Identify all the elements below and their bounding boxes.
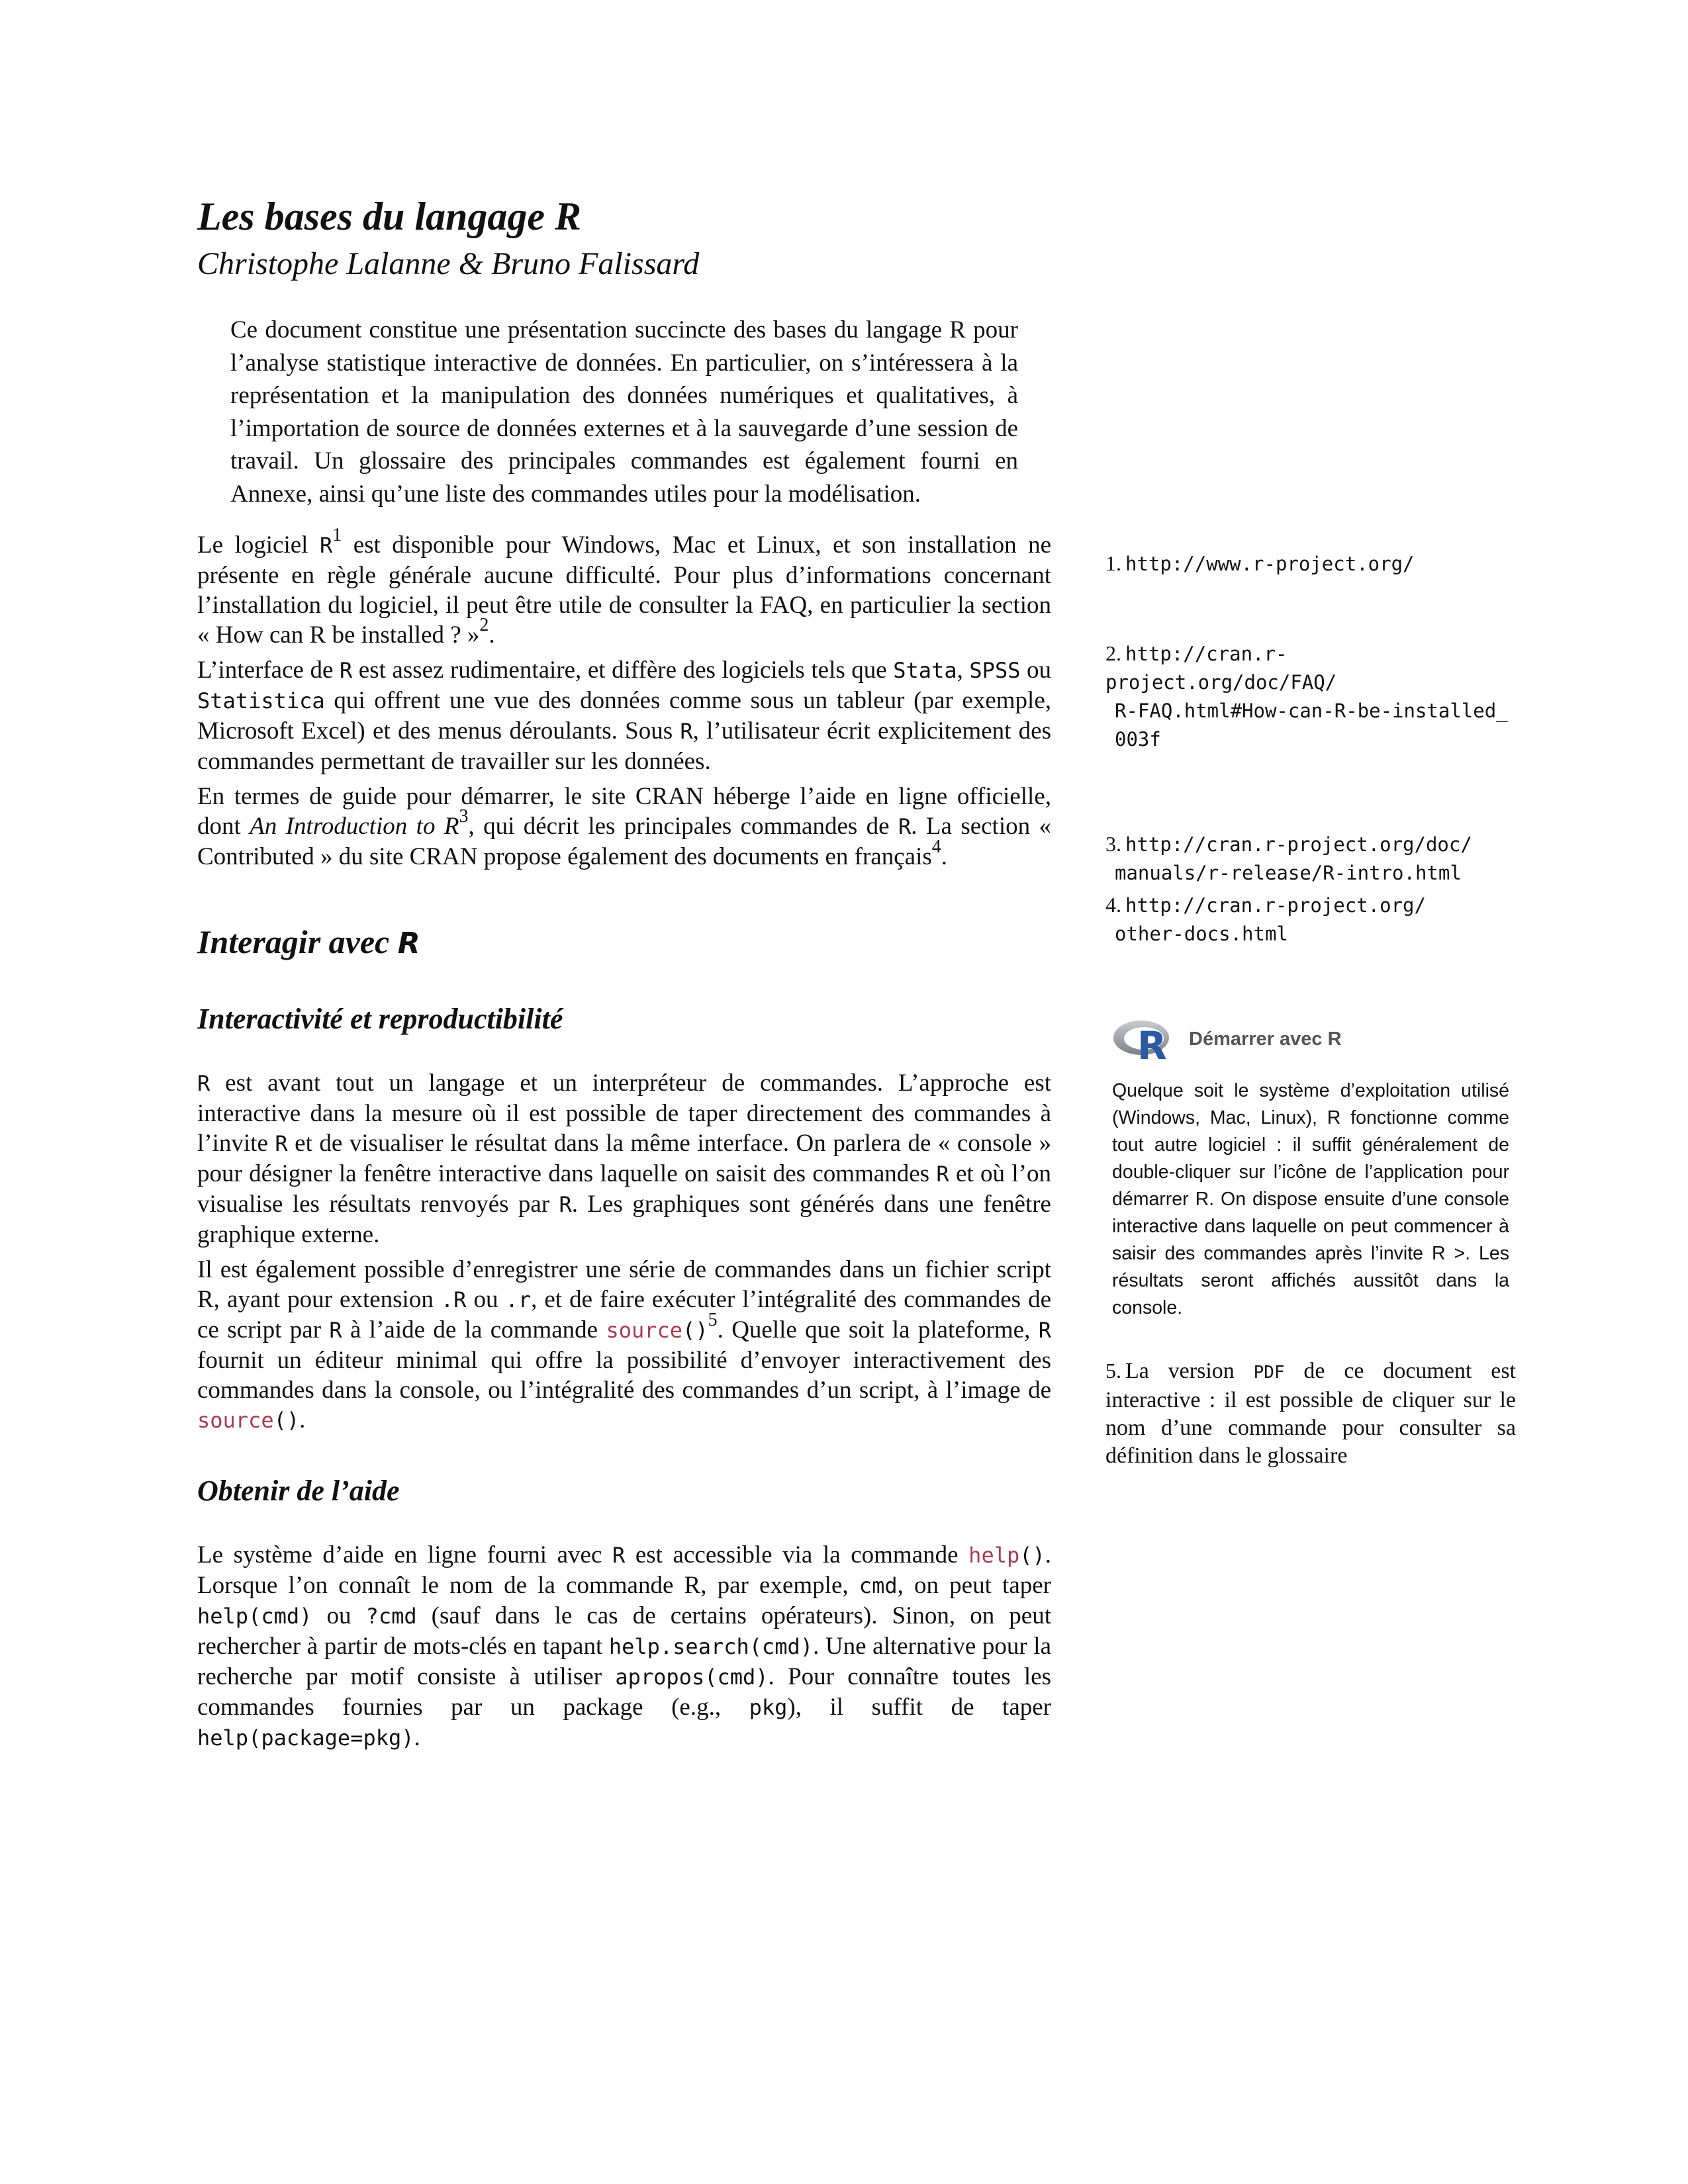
margin-note-4-url-line-2[interactable]: other-docs.html <box>1115 923 1288 945</box>
help-command-link[interactable]: help <box>968 1543 1020 1568</box>
r-logo-icon <box>1112 1015 1173 1063</box>
main-column <box>197 192 1051 1758</box>
source-command-link-2[interactable]: source <box>197 1408 274 1433</box>
margin-note-3-url-line-1[interactable]: http://cran.r-project.org/doc/ <box>1125 833 1472 856</box>
margin-note-2-url-line-2[interactable]: R-FAQ.html#How-can-R-be-installed_ <box>1115 700 1508 722</box>
abstract: Ce document constitue une présentation succincte des bases du langage R pour l’analyse statistique interactive de données. En particulier, on s’intéressera à la représentation et la manipulation des données numériques et qualitatives, à l’importation de source de données externes et à la sauvegarde d’une session de travail. Un glossaire des principales commandes est également fourni en Annexe, ainsi qu’une liste des commandes utiles pour la modélisation. <box>230 316 1018 508</box>
intro-paragraph-3: En termes de guide pour démarrer, le site CRAN héberge l’aide en ligne officielle, dont An Introduction to R$^3$, qui décrit les principales commandes de R. La section « Contributed » du site CRAN propose également des documents en français$^4$. <box>197 783 1052 870</box>
intro-paragraph-2: L’interface de R est assez rudimentaire, et diffère des logiciels tels que Stata, SPSS ou Statistica qui offrent une vue des données comme sous un tableur (par exemple, Microsoft Excel) et des menus déroulants. Sous R, l’utilisateur écrit explicitement des commandes permettant de travailler sur les données. <box>197 657 1052 775</box>
margin-note-3: 3. http://cran.r-project.org/doc/ manuals/r-release/R-intro.html <box>1105 832 1472 884</box>
source-command-link[interactable]: source <box>606 1318 683 1343</box>
margin-note-4-url-line-1[interactable]: http://cran.r-project.org/ <box>1125 894 1426 917</box>
footnote-ref-3[interactable]: 3 <box>459 806 469 827</box>
margin-note-5: 5. La version PDF de ce document est interactive : il est possible de cliquer sur le nom d’une commande pour consulter sa définition dans le glossaire <box>1105 1359 1516 1468</box>
aide-section <box>197 1540 1051 1753</box>
margin-note-1: 1. http://www.r-project.org/ <box>1105 551 1415 575</box>
margin-note-1-url[interactable]: http://www.r-project.org/ <box>1125 553 1415 575</box>
interactivite-paragraph-2: Il est également possible d’enregistrer une série de commandes dans un fichier script R, ayant pour extension .R ou .r, et de faire exécuter l’intégralité des commandes de ce script par R à l’aide de la commande source()$^5$. Quelle que soit la plateforme, R fournit un éditeur minimal qui offre la possibilité d’envoyer interactivement des commandes dans la console, ou l’intégralité des commandes d’un script, à l’image de source(). <box>197 1256 1051 1433</box>
footnote-ref-4[interactable]: 4 <box>931 837 941 857</box>
authors: Christophe Lalanne & Bruno Falissard <box>197 246 700 281</box>
page-title: Les bases du langage R <box>197 195 582 238</box>
margin-note-2: 2. http://cran.r-project.org/doc/FAQ/ R-FAQ.html#How-can-R-be-installed_ 003f <box>1105 641 1508 751</box>
subsection-heading-interactivite: Interactivité et reproductibilité <box>197 1003 563 1035</box>
interactivite-section <box>197 1068 1051 1435</box>
sidebar-box-header <box>1112 1013 1509 1066</box>
aide-paragraph-1: Le système d’aide en ligne fourni avec R est accessible via la commande help(). Lorsque l’on connaît le nom de la commande R, par exemple, cmd, on peut taper help(cmd) ou ?cmd (sauf dans le cas de certains opérateurs). Sinon, on peut rechercher à partir de mots-clés en tapant help.search(cmd). Une alternative pour la recherche par motif consiste à utiliser apropos(cmd). Pour connaître toutes les commandes fournies par un package (e.g., pkg), il suffit de taper help(package=pkg). <box>197 1541 1052 1751</box>
section-heading-interagir: Interagir avec R <box>197 923 420 960</box>
sidebar-box <box>1112 1013 1509 1322</box>
footnote-ref-1[interactable]: 1 <box>332 525 342 545</box>
margin-note-2-url-line-3[interactable]: 003f <box>1115 728 1161 751</box>
margin-note-2-url-line-1[interactable]: http://cran.r-project.org/doc/FAQ/ <box>1105 643 1337 694</box>
sidebar-box-title: Démarrer avec R <box>1189 1028 1342 1050</box>
margin-note-4: 4. http://cran.r-project.org/ other-docs.html <box>1105 893 1426 945</box>
sidebar-box-text: Quelque soit le système d’exploitation utilisé (Windows, Mac, Linux), R fonctionne comme tout autre logiciel : il suffit généralement de double-cliquer sur l’icône de l’application pour démarrer R. On dispose ensuite d’une console interactive dans laquelle on peut commencer à saisir des commandes après l’invite R >. Les résultats seront affichés aussitôt dans la console. <box>1112 1080 1509 1318</box>
interactivite-paragraph-1: R est avant tout un langage et un interpréteur de commandes. L’approche est interactive dans la mesure où il est possible de taper directement des commandes à l’invite R et de visualiser le résultat dans la même interface. On parlera de « console » pour désigner la fenêtre interactive dans laquelle on saisit des commandes R et où l’on visualise les résultats renvoyés par R. Les graphiques sont générés dans une fenêtre graphique externe. <box>197 1069 1051 1248</box>
intro-section <box>197 525 1052 872</box>
footnote-ref-2[interactable]: 2 <box>479 615 489 635</box>
footnote-ref-5[interactable]: 5 <box>708 1310 718 1330</box>
intro-paragraph-1: Le logiciel R$^1$ est disponible pour Windows, Mac et Linux, et son installation ne présente en règle générale aucune difficulté. Pour plus d’informations concernant l’installation du logiciel, il peut être utile de consulter la FAQ, en particulier la section « How can R be installed ? »$^2$. <box>197 525 1051 649</box>
margin-note-3-url-line-2[interactable]: manuals/r-release/R-intro.html <box>1115 862 1462 884</box>
svg-text:R: R <box>1137 1023 1167 1063</box>
subsection-heading-aide: Obtenir de l’aide <box>197 1475 400 1507</box>
